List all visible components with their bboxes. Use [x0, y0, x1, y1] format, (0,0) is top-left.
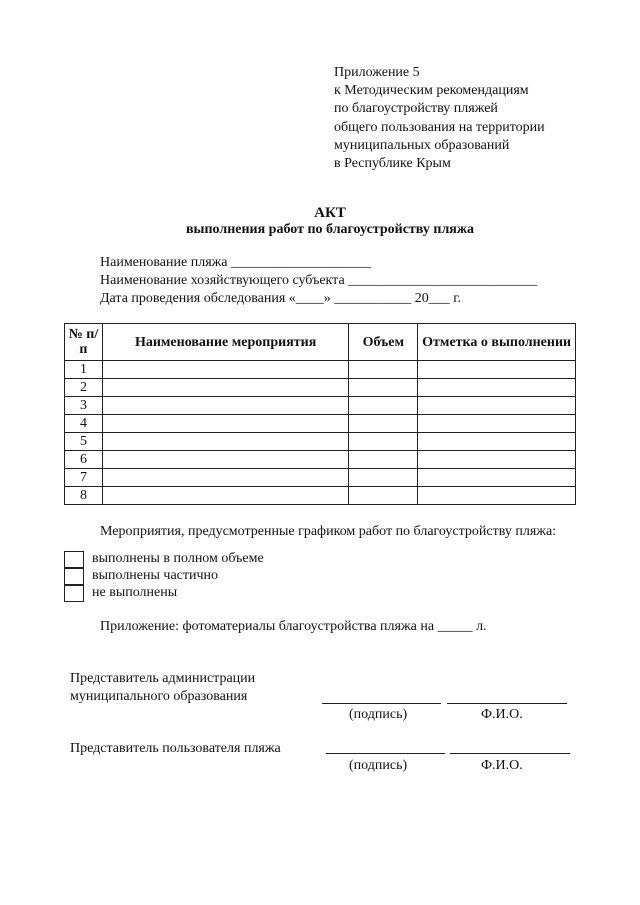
measures-intro: Мероприятия, предусмотренные графиком работ по благоустройству пляжа: [100, 524, 557, 539]
table-row [65, 397, 576, 415]
cell-name[interactable] [102, 415, 348, 433]
cell-name[interactable] [102, 433, 348, 451]
checkbox-partial[interactable] [64, 568, 84, 585]
table-row [65, 415, 576, 433]
admin-signature-line[interactable] [322, 703, 441, 704]
cell-mark[interactable] [418, 487, 576, 505]
cell-name[interactable] [102, 451, 348, 469]
option-full [64, 550, 264, 568]
header-name: Наименование мероприятия [102, 324, 348, 361]
signature-caption: (подпись) [349, 707, 408, 722]
cell-volume[interactable] [349, 379, 418, 397]
header-volume: Объем [349, 324, 418, 361]
table-row [65, 451, 576, 469]
cell-name[interactable] [102, 379, 348, 397]
checkbox-not-done[interactable] [64, 585, 84, 602]
row-number: 1 [65, 361, 103, 379]
table-row [65, 361, 576, 379]
user-signature-line[interactable] [326, 753, 445, 754]
entity-name-field[interactable]: Наименование хозяйствующего субъекта ___________________________ [100, 273, 538, 288]
admin-name-line[interactable] [447, 703, 567, 704]
cell-name[interactable] [102, 487, 348, 505]
table-row [65, 433, 576, 451]
appendix-line: в Республике Крым [334, 156, 451, 172]
option-label: выполнены в полном объеме [92, 551, 264, 566]
cell-volume[interactable] [349, 433, 418, 451]
row-number: 7 [65, 469, 103, 487]
cell-volume[interactable] [349, 361, 418, 379]
row-number: 5 [65, 433, 103, 451]
appendix-header [334, 64, 545, 173]
user-representative-label: Представитель пользователя пляжа [70, 741, 281, 756]
checkbox-full[interactable] [64, 551, 84, 568]
appendix-line: муниципальных образований [334, 137, 510, 153]
header-num: № п/п [65, 324, 103, 361]
user-name-line[interactable] [450, 753, 570, 754]
row-number: 4 [65, 415, 103, 433]
admin-rep-line: муниципального образования [70, 689, 248, 704]
row-number: 6 [65, 451, 103, 469]
option-label: не выполнены [92, 585, 178, 600]
name-caption: Ф.И.О. [481, 758, 523, 773]
cell-mark[interactable] [418, 361, 576, 379]
survey-date-field[interactable]: Дата проведения обследования «____» ___________ 20___ г. [100, 291, 461, 306]
cell-mark[interactable] [418, 415, 576, 433]
row-number: 8 [65, 487, 103, 505]
table-header-row [65, 324, 576, 361]
cell-name[interactable] [102, 469, 348, 487]
table-row [65, 379, 576, 397]
cell-mark[interactable] [418, 379, 576, 397]
admin-representative-label [70, 670, 255, 706]
appendix-line: по благоустройству пляжей [334, 101, 498, 117]
cell-mark[interactable] [418, 433, 576, 451]
attachment-note: Приложение: фотоматериалы благоустройства пляжа на _____ л. [100, 619, 487, 634]
document-subtitle: выполнения работ по благоустройству пляжа [185, 222, 475, 237]
cell-volume[interactable] [349, 469, 418, 487]
cell-mark[interactable] [418, 451, 576, 469]
cell-volume[interactable] [349, 487, 418, 505]
option-label: выполнены частично [92, 568, 219, 583]
appendix-line: к Методическим рекомендациям [334, 83, 529, 99]
cell-mark[interactable] [418, 469, 576, 487]
cell-mark[interactable] [418, 397, 576, 415]
table-row [65, 487, 576, 505]
document-title: АКТ [314, 205, 346, 221]
name-caption: Ф.И.О. [481, 707, 523, 722]
row-number: 3 [65, 397, 103, 415]
beach-name-field[interactable]: Наименование пляжа ____________________ [100, 255, 372, 270]
table-row [65, 469, 576, 487]
measures-table [64, 323, 576, 505]
cell-volume[interactable] [349, 415, 418, 433]
option-not-done [64, 584, 177, 602]
header-mark: Отметка о выполнении [418, 324, 576, 361]
cell-name[interactable] [102, 361, 348, 379]
row-number: 2 [65, 379, 103, 397]
admin-rep-line: Представитель администрации [70, 671, 256, 686]
signature-caption: (подпись) [349, 758, 408, 773]
appendix-line: Приложение 5 [334, 65, 420, 80]
appendix-line: общего пользования на территории [334, 119, 545, 135]
cell-name[interactable] [102, 397, 348, 415]
cell-volume[interactable] [349, 397, 418, 415]
cell-volume[interactable] [349, 451, 418, 469]
option-partial [64, 567, 218, 585]
